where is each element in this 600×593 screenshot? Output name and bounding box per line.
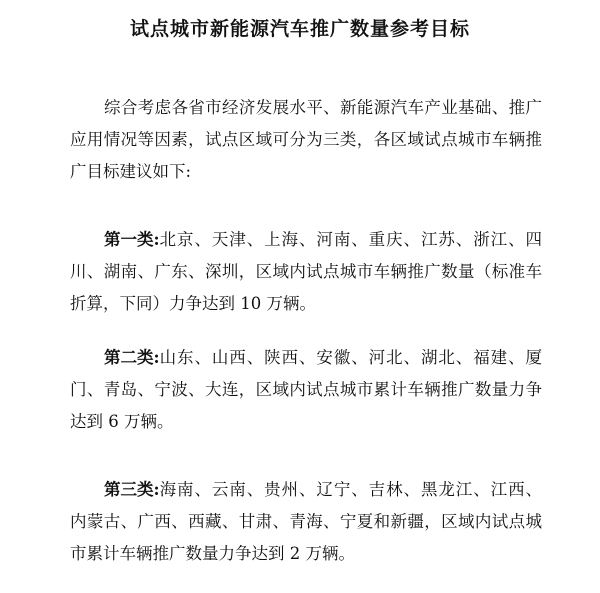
intro-paragraph <box>70 92 542 188</box>
text-line <box>70 224 542 256</box>
category-label: 第三类: <box>104 480 160 499</box>
text-line: 折算，下同）力争达到 10 万辆。 <box>70 294 316 313</box>
text-span: 北京、天津、上海、河南、重庆、江苏、浙江、四 <box>159 230 542 249</box>
category-1-paragraph <box>70 224 542 320</box>
text-line: 广目标建议如下: <box>70 162 192 181</box>
text-line: 门、青岛、宁波、大连，区域内试点城市累计车辆推广数量力争 <box>70 380 542 399</box>
category-2-paragraph <box>70 342 542 438</box>
text-line <box>70 474 542 506</box>
text-line: 市累计车辆推广数量力争达到 2 万辆。 <box>70 544 355 563</box>
text-line: 川、湖南、广东、深圳，区域内试点城市车辆推广数量（标准车 <box>70 262 542 281</box>
category-label: 第二类: <box>104 348 160 367</box>
text-line: 应用情况等因素，试点区域可分为三类，各区域试点城市车辆推 <box>70 130 542 149</box>
category-label: 第一类: <box>104 230 160 249</box>
text-line <box>70 342 542 374</box>
text-span: 海南、云南、贵州、辽宁、吉林、黑龙江、江西、 <box>159 480 542 499</box>
text-line: 内蒙古、广西、西藏、甘肃、青海、宁夏和新疆，区域内试点城 <box>70 512 542 531</box>
document-title: 试点城市新能源汽车推广数量参考目标 <box>129 18 470 40</box>
text-line: 达到 6 万辆。 <box>70 412 174 431</box>
text-span: 山东、山西、陕西、安徽、河北、湖北、福建、厦 <box>159 348 542 367</box>
text-line: 综合考虑各省市经济发展水平、新能源汽车产业基础、推广 <box>104 98 542 117</box>
category-3-paragraph <box>70 474 542 570</box>
